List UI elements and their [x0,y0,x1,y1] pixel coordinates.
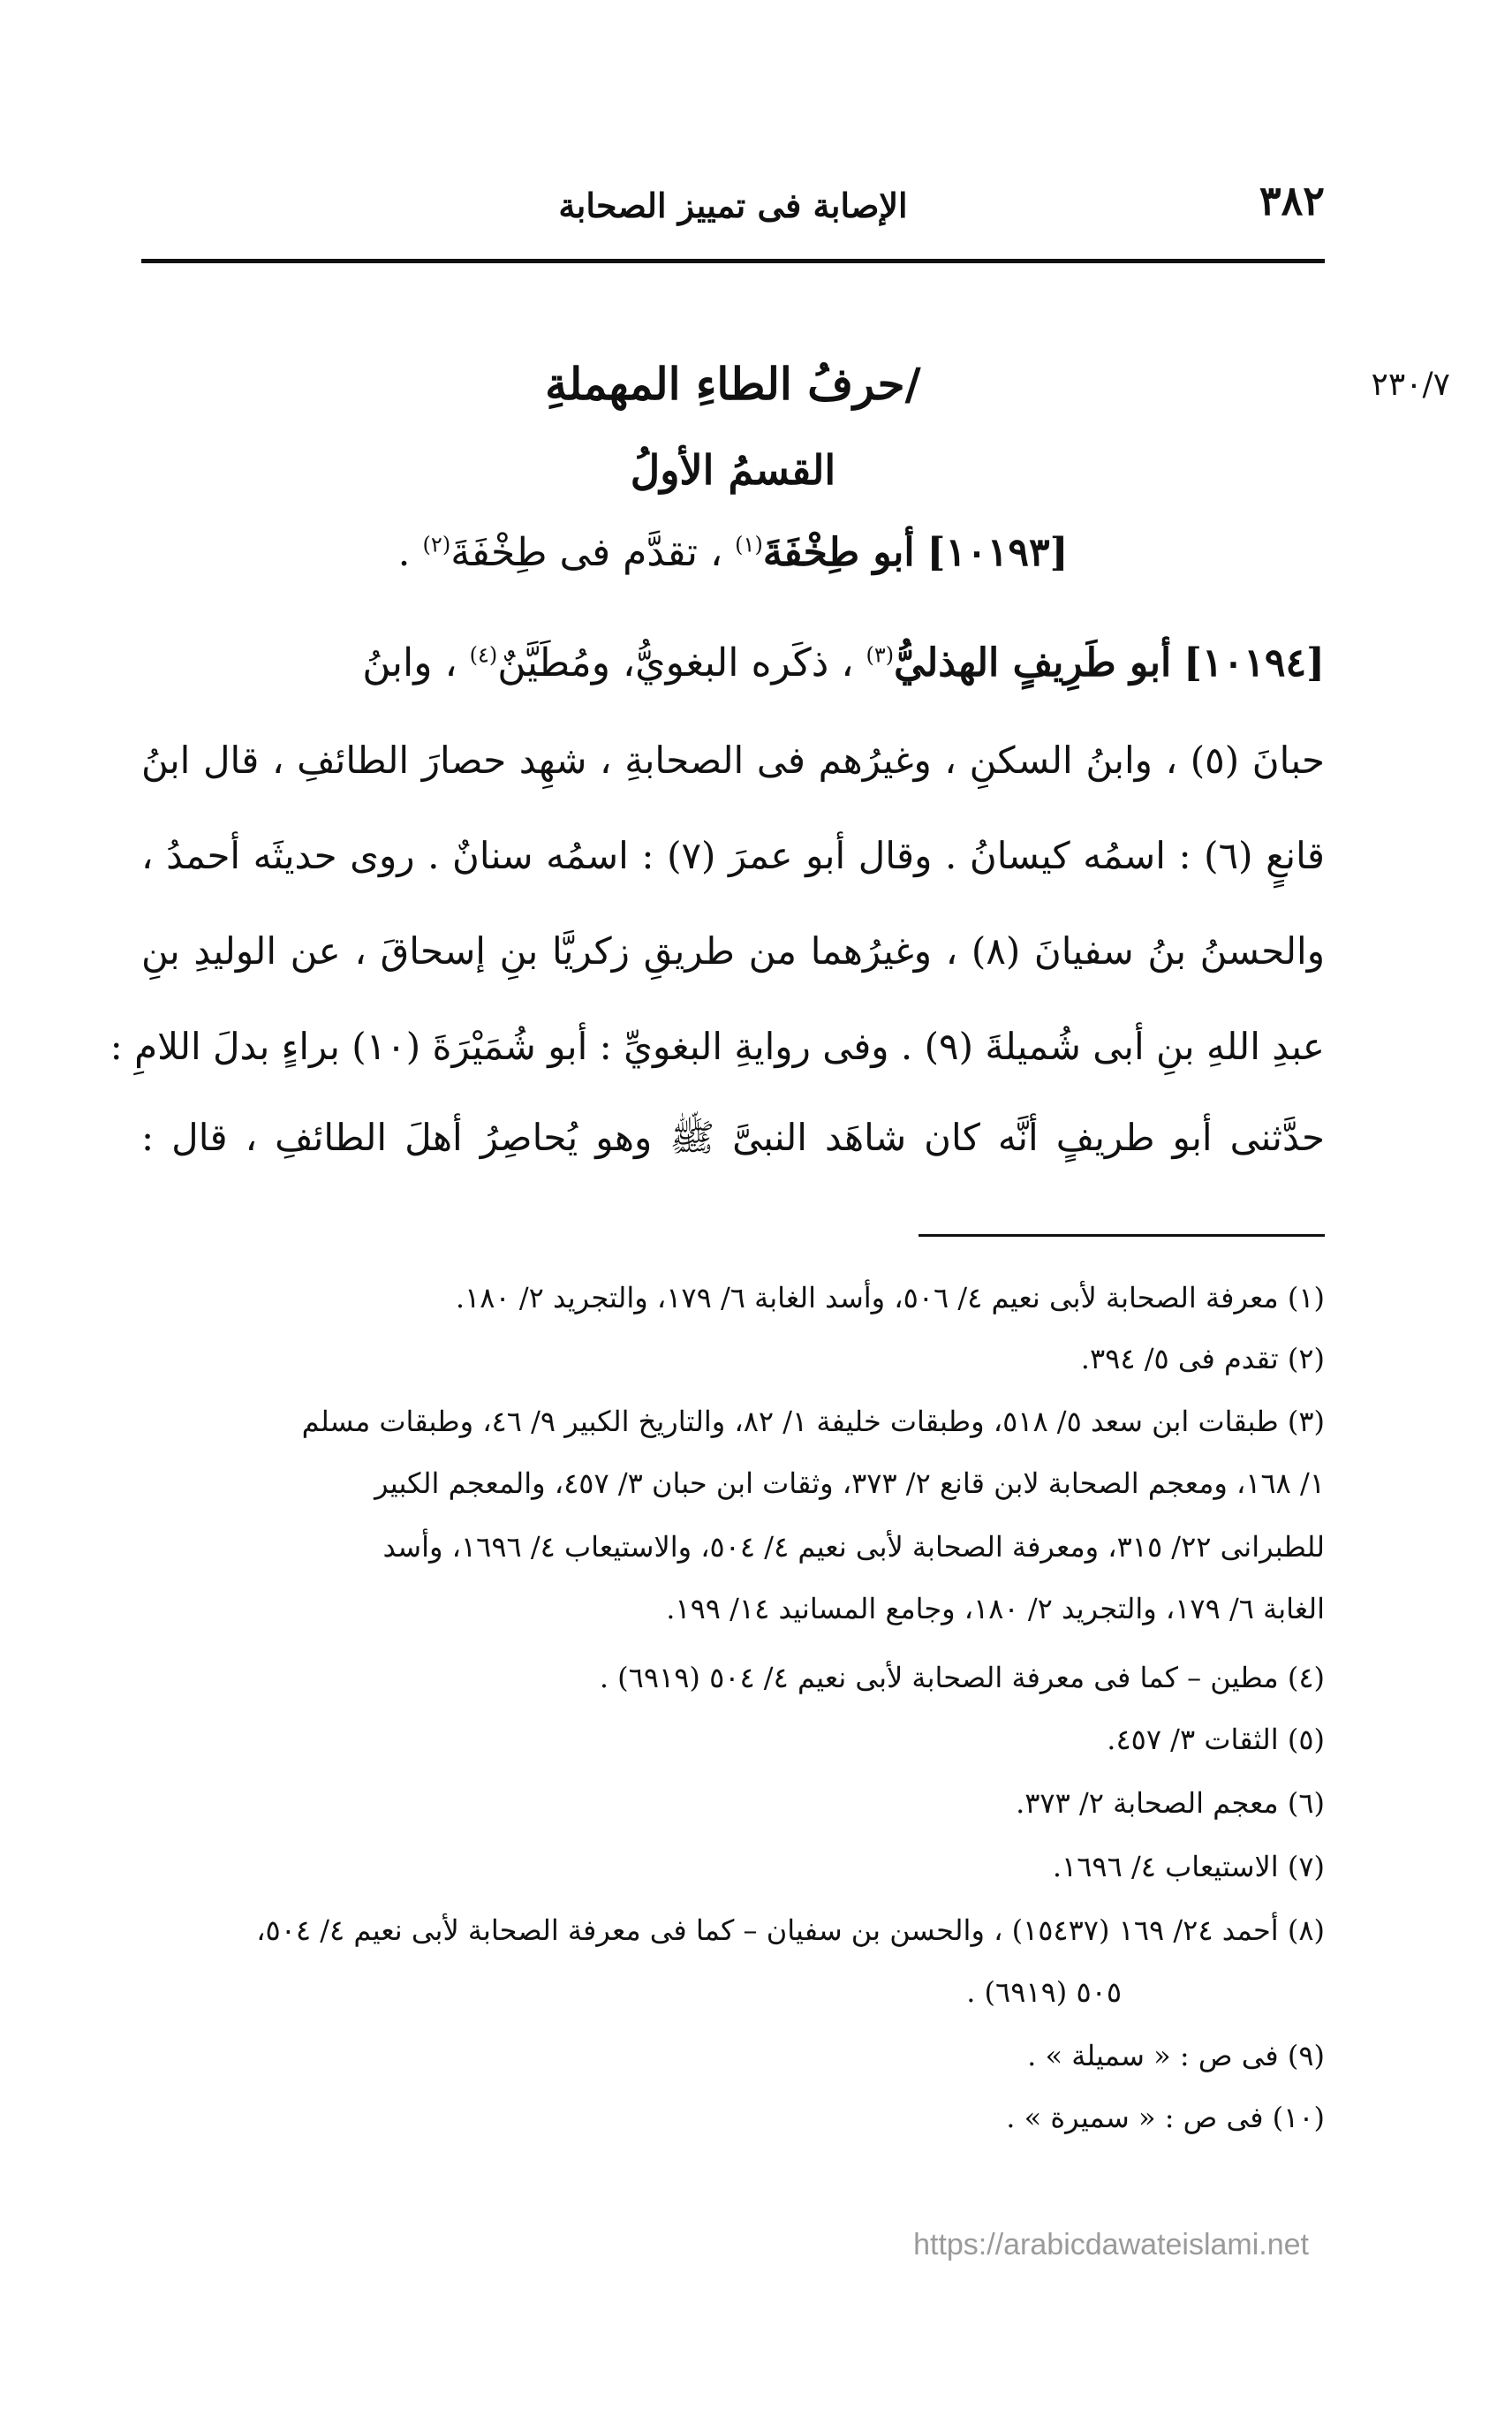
running-header [141,168,1325,247]
section-title: القسمُ الأولُ [630,446,836,494]
entry-text: ، ذكَره البغويُّ، ومُطَيَّنٌ [497,640,854,686]
footnote-continuation: ٥٠٥ (٦٩١٩) . [966,1975,1122,2009]
footnote: (٦) معجم الصحابة ٢/ ٣٧٣. [1016,1786,1325,1820]
entry-text-end: . [397,530,411,575]
footnote-marker: (١) [735,532,763,557]
footnote-continuation: ١/ ١٦٨، ومعجم الصحابة لابن قانع ٢/ ٣٧٣، وثقات ابن حبان ٣/ ٤٥٧، والمعجم الكبير [374,1466,1325,1500]
footnote: (٥) الثقات ٣/ ٤٥٧. [1107,1723,1325,1756]
footnote-continuation: للطبرانى ٢٢/ ٣١٥، ومعرفة الصحابة لأبى نعيم ٤/ ٥٠٤، والاستيعاب ٤/ ١٦٩٦، وأسد [382,1530,1325,1564]
footnote-marker: (٤) [469,642,498,668]
entry-10194 [141,640,1325,686]
footnote: (٢) تقدم فى ٥/ ٣٩٤. [1080,1342,1325,1375]
footnote-marker: (٢) [422,532,451,557]
entry-number: [١٠١٩٣] [926,530,1069,575]
running-title: الإصابة فى تمييز الصحابة [558,186,908,225]
footnote: (٩) فى ص : « سميلة » . [1027,2039,1325,2072]
footnote-marker: (٣) [866,642,895,668]
footnote: (٨) أحمد ٢٤/ ١٦٩ (١٥٤٣٧) ، والحسن بن سفيان – كما فى معرفة الصحابة لأبى نعيم ٤/ ٥٠٤، [256,1913,1325,1947]
footnote-rule [919,1234,1325,1237]
footnote-continuation: الغابة ٦/ ١٧٩، والتجريد ٢/ ١٨٠، وجامع المسانيد ١٤/ ١٩٩. [666,1592,1325,1625]
body-line: عبدِ اللهِ بنِ أبى شُميلةَ (٩) . وفى روايةِ البغويِّ : أبو شُمَيْرَةَ (١٠) براءٍ بدلَ اللامِ : [110,1025,1325,1068]
footnote: (٤) مطين – كما فى معرفة الصحابة لأبى نعيم ٤/ ٥٠٤ (٦٩١٩) . [599,1661,1325,1694]
footnote: (١٠) فى ص : « سميرة » . [1006,2101,1325,2134]
watermark-url: https://arabicdawateislami.net [913,2228,1309,2261]
header-rule [141,259,1325,263]
entry-10193 [141,530,1325,575]
entry-text: ، تقدَّم فى طِخْفَةَ [450,530,723,575]
entry-name: أبو طِخْفَةَ [762,530,915,575]
footnote: (١) معرفة الصحابة لأبى نعيم ٤/ ٥٠٦، وأسد الغابة ٦/ ١٧٩، والتجريد ٢/ ١٨٠. [455,1281,1325,1314]
chapter-title: /حرفُ الطاءِ المهملةِ [545,358,921,410]
entry-text-end: ، وابنُ [362,640,457,686]
page-number: ٣٨٢ [1259,177,1325,224]
body-line: والحسنُ بنُ سفيانَ (٨) ، وغيرُهما من طريقِ زكريَّا بنِ إسحاقَ ، عن الوليدِ بنِ [141,929,1325,973]
body-line: حدَّثنى أبو طريفٍ أنَّه كان شاهَد النبىَّ ﷺ وهو يُحاصِرُ أهلَ الطائفِ ، قال : [141,1116,1325,1159]
entry-number: [١٠١٩٤] [1183,640,1325,686]
footnote: (٣) طبقات ابن سعد ٥/ ٥١٨، وطبقات خليفة ١/ ٨٢، والتاريخ الكبير ٩/ ٤٦، وطبقات مسلم [301,1405,1325,1438]
footnote: (٧) الاستيعاب ٤/ ١٦٩٦. [1052,1850,1325,1883]
body-line: قانعٍ (٦) : اسمُه كيسانُ . وقال أبو عمرَ (٧) : اسمُه سنانٌ . روى حديثَه أحمدُ ، [141,834,1325,877]
margin-reference: ٢٣٠/٧ [1371,367,1450,403]
body-line: حبانَ (٥) ، وابنُ السكنِ ، وغيرُهم فى الصحابةِ ، شهِد حصارَ الطائفِ ، قال ابنُ [141,739,1326,782]
entry-name: أبو طَرِيفٍ الهذليُّ [894,640,1172,686]
